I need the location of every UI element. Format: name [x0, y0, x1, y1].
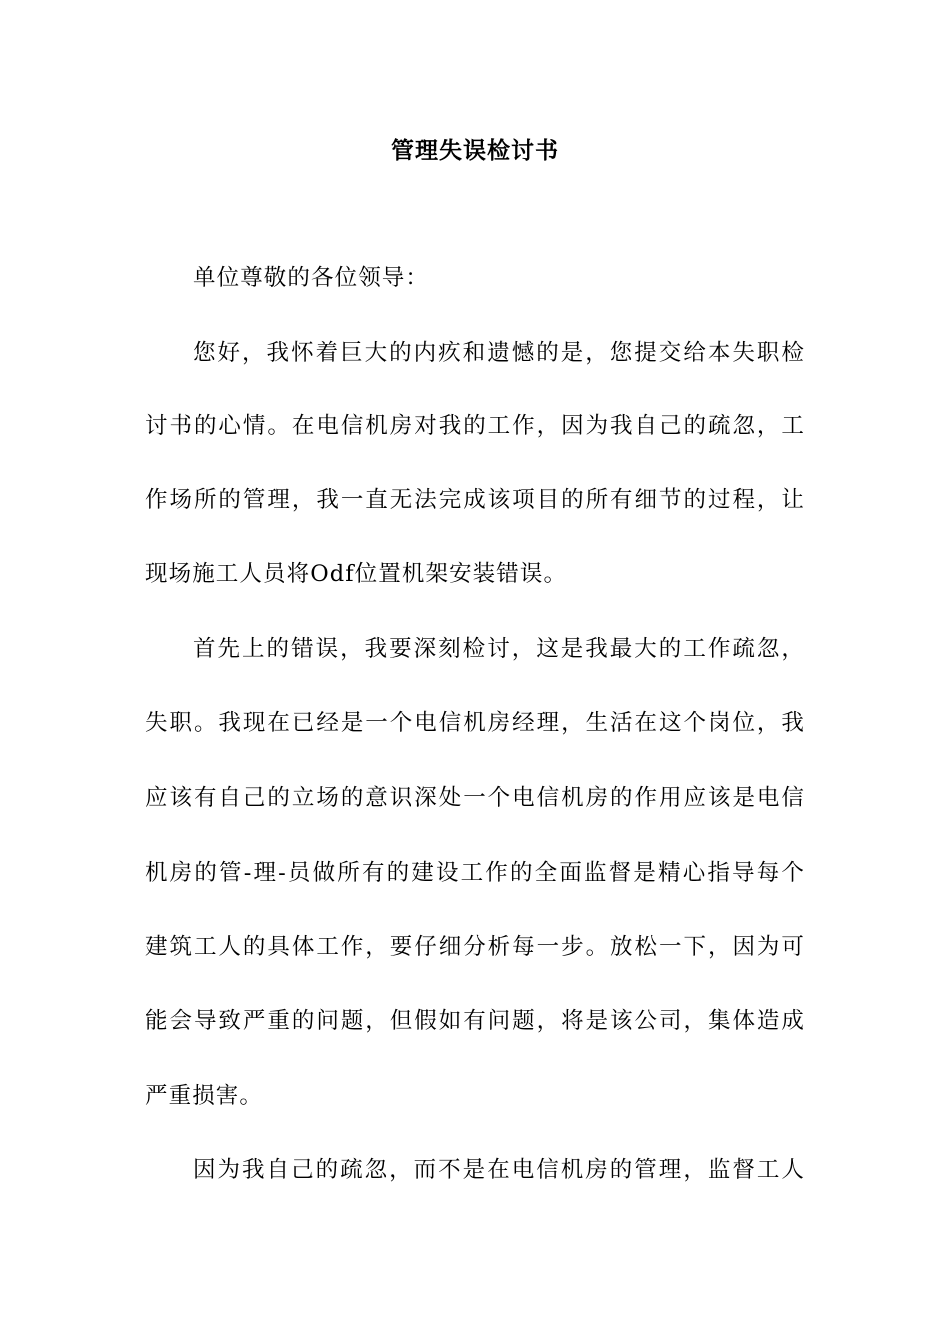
body-line: 讨书的心情。在电信机房对我的工作，因为我自己的疏忽，工 [145, 413, 805, 439]
body-line: 现场施工人员将Odf位置机架安装错误。 [145, 561, 568, 587]
body-line: 能会导致严重的问题，但假如有问题，将是该公司，集体造成 [145, 1008, 805, 1034]
body-line: 您好，我怀着巨大的内疚和遗憾的是，您提交给本失职检 [193, 340, 805, 366]
body-line: 作场所的管理，我一直无法完成该项目的所有细节的过程，让 [145, 487, 805, 513]
salutation: 单位尊敬的各位领导： [193, 265, 430, 291]
body-line: 失职。我现在已经是一个电信机房经理，生活在这个岗位，我 [145, 710, 805, 736]
document-title: 管理失误检讨书 [391, 138, 559, 164]
body-line: 建筑工人的具体工作，要仔细分析每一步。放松一下，因为可 [145, 934, 805, 960]
body-line: 首先上的错误，我要深刻检讨，这是我最大的工作疏忽， [193, 636, 805, 662]
body-line: 机房的管-理-员做所有的建设工作的全面监督是精心指导每个 [145, 860, 805, 886]
body-line: 严重损害。 [145, 1083, 264, 1109]
body-line: 因为我自己的疏忽，而不是在电信机房的管理，监督工人 [193, 1157, 805, 1183]
body-line: 应该有自己的立场的意识深处一个电信机房的作用应该是电信 [145, 785, 805, 811]
